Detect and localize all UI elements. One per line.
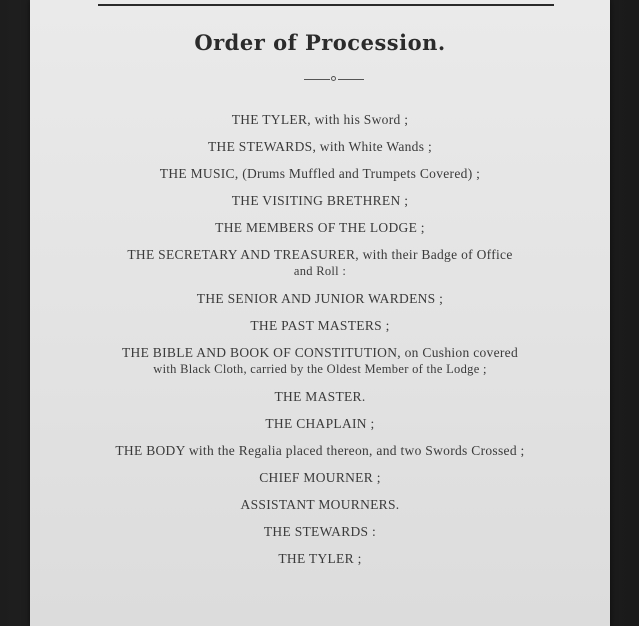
ornament-divider xyxy=(304,74,364,84)
procession-item-text: CHIEF MOURNER ; xyxy=(259,470,381,485)
procession-item xyxy=(30,388,610,405)
procession-item-text: THE BIBLE AND BOOK OF CONSTITUTION, on Cushion covered xyxy=(121,345,519,360)
procession-item xyxy=(30,290,610,307)
procession-item xyxy=(30,442,610,459)
procession-item xyxy=(30,165,610,182)
procession-item xyxy=(30,317,610,334)
procession-item xyxy=(30,469,610,486)
document-page xyxy=(30,0,610,626)
procession-list xyxy=(30,111,610,577)
procession-item-text: ASSISTANT MOURNERS. xyxy=(240,497,400,512)
divider-line-right xyxy=(338,79,364,80)
procession-item xyxy=(30,111,610,128)
procession-item-text: THE TYLER, with his Sword ; xyxy=(231,112,409,127)
procession-item xyxy=(30,138,610,155)
divider-circle xyxy=(331,76,336,81)
procession-item-continuation: and Roll : xyxy=(293,264,347,278)
procession-item xyxy=(30,344,610,378)
procession-item-text: THE SECRETARY AND TREASURER, with their Badge of Office xyxy=(127,247,513,262)
procession-item xyxy=(30,219,610,236)
procession-item xyxy=(30,496,610,513)
procession-item xyxy=(30,550,610,567)
procession-item-continuation: with Black Cloth, carried by the Oldest Member of the Lodge ; xyxy=(153,362,487,376)
procession-item-text: THE TYLER ; xyxy=(278,551,362,566)
procession-item xyxy=(30,415,610,432)
procession-item-text: THE MASTER. xyxy=(274,389,366,404)
procession-item-text: THE MUSIC, (Drums Muffled and Trumpets Covered) ; xyxy=(159,166,481,181)
page-title: Order of Procession. xyxy=(194,30,446,55)
procession-item-text: THE STEWARDS : xyxy=(263,524,377,539)
procession-item-text: THE MEMBERS OF THE LODGE ; xyxy=(215,220,425,235)
procession-item-text: THE CHAPLAIN ; xyxy=(265,416,375,431)
procession-item xyxy=(30,246,610,280)
procession-item-text: THE SENIOR AND JUNIOR WARDENS ; xyxy=(196,291,444,306)
procession-item-text: THE BODY with the Regalia placed thereon, and two Swords Crossed ; xyxy=(115,443,525,458)
procession-item xyxy=(30,523,610,540)
procession-item-text: THE STEWARDS, with White Wands ; xyxy=(207,139,432,154)
divider-line-left xyxy=(304,79,330,80)
procession-item-text: THE VISITING BRETHREN ; xyxy=(231,193,409,208)
top-rule xyxy=(98,4,554,6)
procession-item-text: THE PAST MASTERS ; xyxy=(250,318,390,333)
procession-item xyxy=(30,192,610,209)
